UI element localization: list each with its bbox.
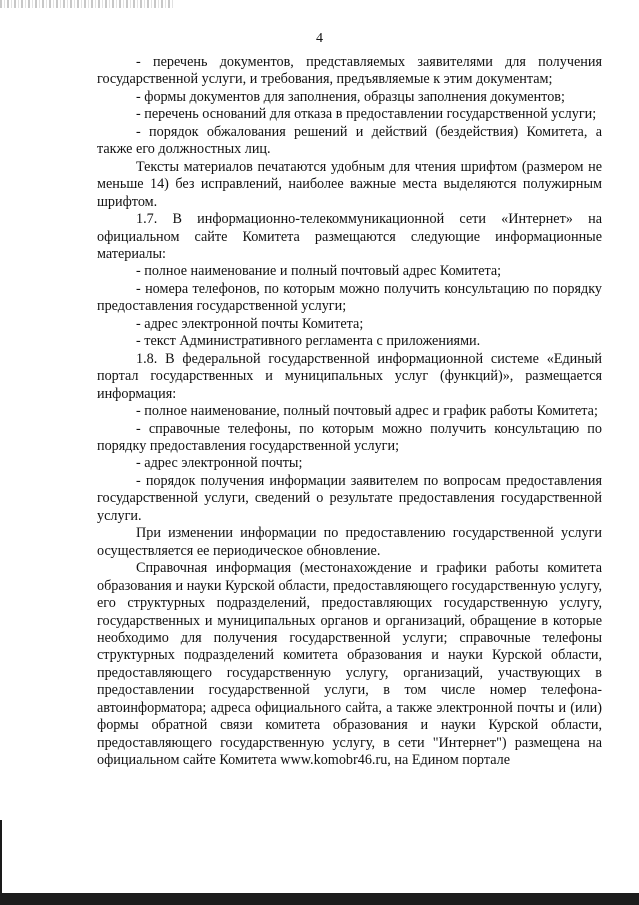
- paragraph: - полное наименование, полный почтовый адрес и график работы Комитета;: [136, 403, 598, 420]
- body-text: [97, 54, 602, 770]
- paragraph: - адрес электронной почты Комитета;: [136, 315, 364, 332]
- paragraph: 1.7. В информационно-телекоммуникационной сети «Интернет» на официальном сайте Комитета размещаются следующие информационные материалы:: [97, 211, 602, 262]
- page-number: 4: [316, 31, 323, 46]
- scan-artifact-strip: [0, 0, 175, 8]
- scan-edge-bottom: [0, 893, 639, 905]
- paragraph: - порядок получения информации заявителем по вопросам предоставления государственной услуги, сведений о результате предоставления государственной услуги.: [97, 472, 602, 524]
- paragraph: При изменении информации по предоставлению государственной услуги осуществляется ее периодическое обновление.: [97, 525, 602, 559]
- paragraph: - перечень документов, представляемых заявителями для получения государственной услуги, и требования, предъявляемые к этим документам;: [97, 54, 602, 88]
- paragraph: - номера телефонов, по которым можно получить консультацию по порядку предоставления государственной услуги;: [97, 280, 602, 315]
- paragraph: - справочные телефоны, по которым можно получить консультацию по порядку предоставления государственной услуги;: [97, 420, 602, 454]
- paragraph: - текст Административного регламента с приложениями.: [136, 333, 481, 350]
- paragraph: 1.8. В федеральной государственной информационной системе «Единый портал государственных и муниципальных услуг (функций)», размещается информация:: [97, 350, 602, 402]
- paragraph: Тексты материалов печатаются удобным для чтения шрифтом (размером не меньше 14) без исправлений, наиболее важные места выделяются полужирным шрифтом.: [97, 158, 602, 210]
- paragraph: - перечень оснований для отказа в предоставлении государственной услуги;: [136, 106, 597, 123]
- paragraph: - полное наименование и полный почтовый адрес Комитета;: [136, 263, 502, 280]
- paragraph: - формы документов для заполнения, образцы заполнения документов;: [136, 88, 565, 105]
- paragraph: Справочная информация (местонахождение и графики работы комитета образования и науки Курской области, предоставляющего государственную услугу, его структурных подразделений, предоставляющих государственную услугу, государственных и муниципальных органов и организаций, обращение в которые необходимо для получения государственной услуги; справочные телефоны структурных подразделений комитета образования и науки Курской области, предоставляющего государственную услугу, организаций, участвующих в предоставлении государственной услуги, в том числе номер телефона-автоинформатора; адреса официального сайта, а также электронной почты и (или) формы обратной связи комитета образования и науки Курской области, предоставляющего государственную услугу, в сети "Интернет") размещена на официальном сайте Комитета www.komobr46.ru, на Едином портале: [97, 560, 602, 769]
- paragraph: - адрес электронной почты;: [136, 455, 303, 472]
- paragraph: - порядок обжалования решений и действий (бездействия) Комитета, а также его должностных лиц.: [97, 123, 602, 158]
